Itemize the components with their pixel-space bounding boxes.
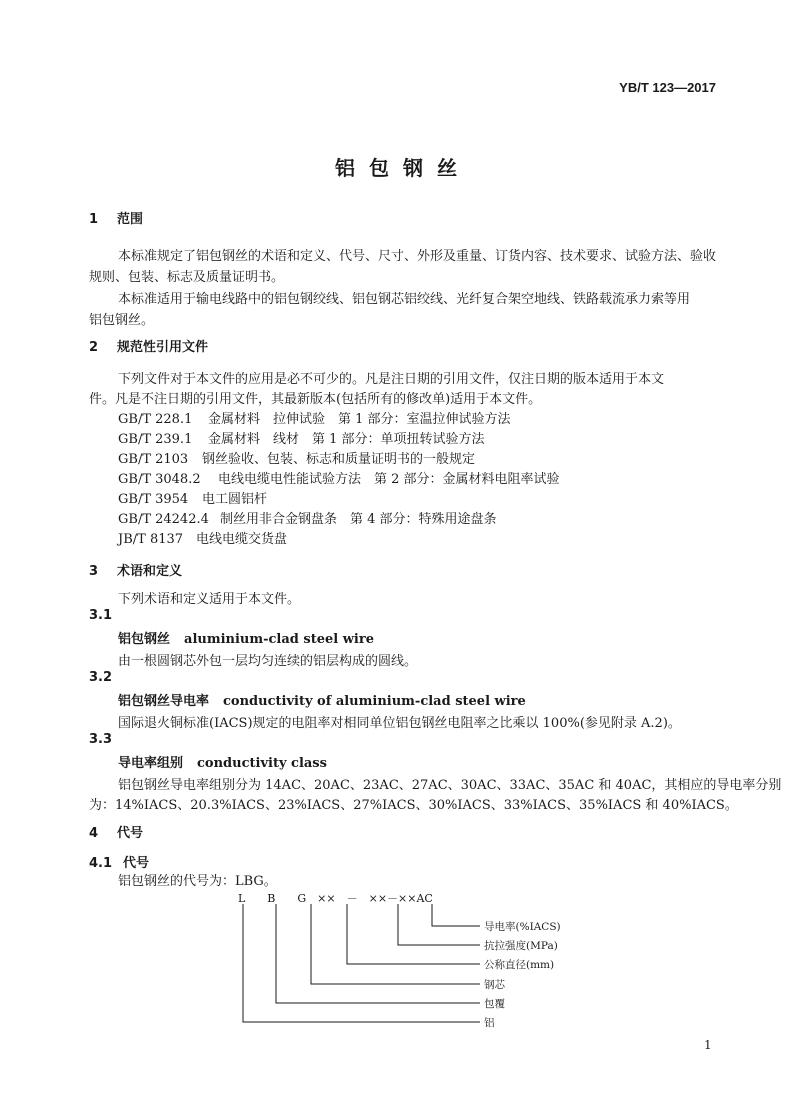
term-zh: 铝包钢丝 — [118, 632, 171, 647]
term-definition: 为：14%IACS、20.3%IACS、23%IACS、27%IACS、30%IACS、33%IACS、35%IACS 和 40%IACS。 — [89, 798, 738, 813]
term-definition: 由一根圆钢芯外包一层均匀连续的铝层构成的圆线。 — [118, 654, 418, 669]
section-number: 2 — [89, 340, 99, 355]
reference-title: 金属材料 拉伸试验 第 1 部分：室温拉伸试验方法 — [208, 412, 511, 427]
term-definition: 国际退火铜标准(IACS)规定的电阻率对相同单位铝包钢丝电阻率之比乘以 100%(参见附录 A.2)。 — [118, 716, 681, 731]
section-number: 4 — [89, 826, 99, 841]
term-number: 3.3 — [89, 732, 113, 747]
paragraph: 铝包钢丝的代号为：LBG。 — [118, 874, 277, 889]
reference-title: 电线电缆交货盘 — [196, 532, 288, 547]
reference-title: 电线电缆电性能试验方法 第 2 部分：金属材料电阻率试验 — [218, 472, 560, 487]
reference-code: GB/T 24242.4 — [118, 512, 209, 527]
paragraph: 下列文件对于本文件的应用是必不可少的。凡是注日期的引用文件，仅注日期的版本适用于本文 — [118, 372, 665, 387]
leader-line-aluminium — [243, 904, 480, 1022]
reference-title: 金属材料 线材 第 1 部分：单项扭转试验方法 — [208, 432, 485, 447]
subsection-number: 4.1 — [89, 856, 113, 871]
term-en: conductivity of aluminium-clad steel wire — [223, 694, 526, 709]
leader-line-diameter — [347, 904, 480, 964]
leader-line-tensile-strength — [398, 904, 480, 945]
term-number: 3.1 — [89, 608, 113, 623]
paragraph: 铝包钢丝。 — [89, 313, 155, 328]
code-diagram-header: L B G ×× － ××－××AC — [238, 892, 433, 905]
diagram-label-conductivity: 导电率(%IACS) — [484, 921, 561, 933]
section-title: 术语和定义 — [117, 564, 183, 579]
term-number: 3.2 — [89, 670, 113, 685]
section-title: 范围 — [117, 212, 144, 227]
leader-line-cladding — [276, 904, 480, 1003]
paragraph: 本标准适用于输电线路中的铝包钢绞线、铝包钢芯铝绞线、光纤复合架空地线、铁路载流承力索等用 — [118, 292, 691, 307]
reference-code: GB/T 239.1 — [118, 432, 193, 447]
term-en: conductivity class — [197, 756, 327, 771]
paragraph: 件。凡是不注日期的引用文件，其最新版本(包括所有的修改单)适用于本文件。 — [89, 392, 542, 407]
term-en: aluminium-clad steel wire — [184, 632, 374, 647]
diagram-label-diameter: 公称直径(mm) — [484, 959, 555, 971]
reference-title: 钢丝验收、包装、标志和质量证明书的一般规定 — [202, 452, 476, 467]
page-number: 1 — [704, 1038, 712, 1052]
term-definition: 铝包钢丝导电率组别分为 14AC、20AC、23AC、27AC、30AC、33AC、35AC 和 40AC，其相应的导电率分别 — [118, 778, 782, 793]
section-title: 规范性引用文件 — [117, 340, 209, 355]
reference-code: GB/T 228.1 — [118, 412, 193, 427]
reference-title: 电工圆铝杆 — [202, 492, 268, 507]
reference-code: JB/T 8137 — [118, 532, 184, 547]
diagram-label-aluminium: 铝 — [484, 1017, 495, 1029]
paragraph: 下列术语和定义适用于本文件。 — [118, 592, 301, 607]
diagram-label-steel-core: 钢芯 — [484, 979, 505, 991]
diagram-label-cladding: 包覆 — [484, 998, 505, 1010]
term-zh: 导电率组别 — [118, 756, 184, 771]
section-title: 代号 — [117, 826, 144, 841]
page-title: 铝包钢丝 — [335, 156, 471, 180]
leader-line-conductivity — [432, 904, 480, 926]
paragraph: 本标准规定了铝包钢丝的术语和定义、代号、尺寸、外形及重量、订货内容、技术要求、试验方法、验收 — [118, 249, 717, 264]
subsection-title: 代号 — [123, 856, 150, 871]
diagram-label-tensile-strength: 抗拉强度(MPa) — [484, 940, 558, 952]
term-zh: 铝包钢丝导电率 — [118, 694, 210, 709]
standard-number: YB/T 123—2017 — [619, 80, 716, 95]
paragraph: 规则、包装、标志及质量证明书。 — [89, 270, 285, 285]
section-number: 1 — [89, 212, 99, 227]
reference-code: GB/T 2103 — [118, 452, 189, 467]
reference-title: 制丝用非合金钢盘条 第 4 部分：特殊用途盘条 — [220, 512, 497, 527]
section-number: 3 — [89, 564, 99, 579]
leader-line-steel-core — [311, 904, 480, 984]
reference-code: GB/T 3048.2 — [118, 472, 201, 487]
reference-code: GB/T 3954 — [118, 492, 189, 507]
